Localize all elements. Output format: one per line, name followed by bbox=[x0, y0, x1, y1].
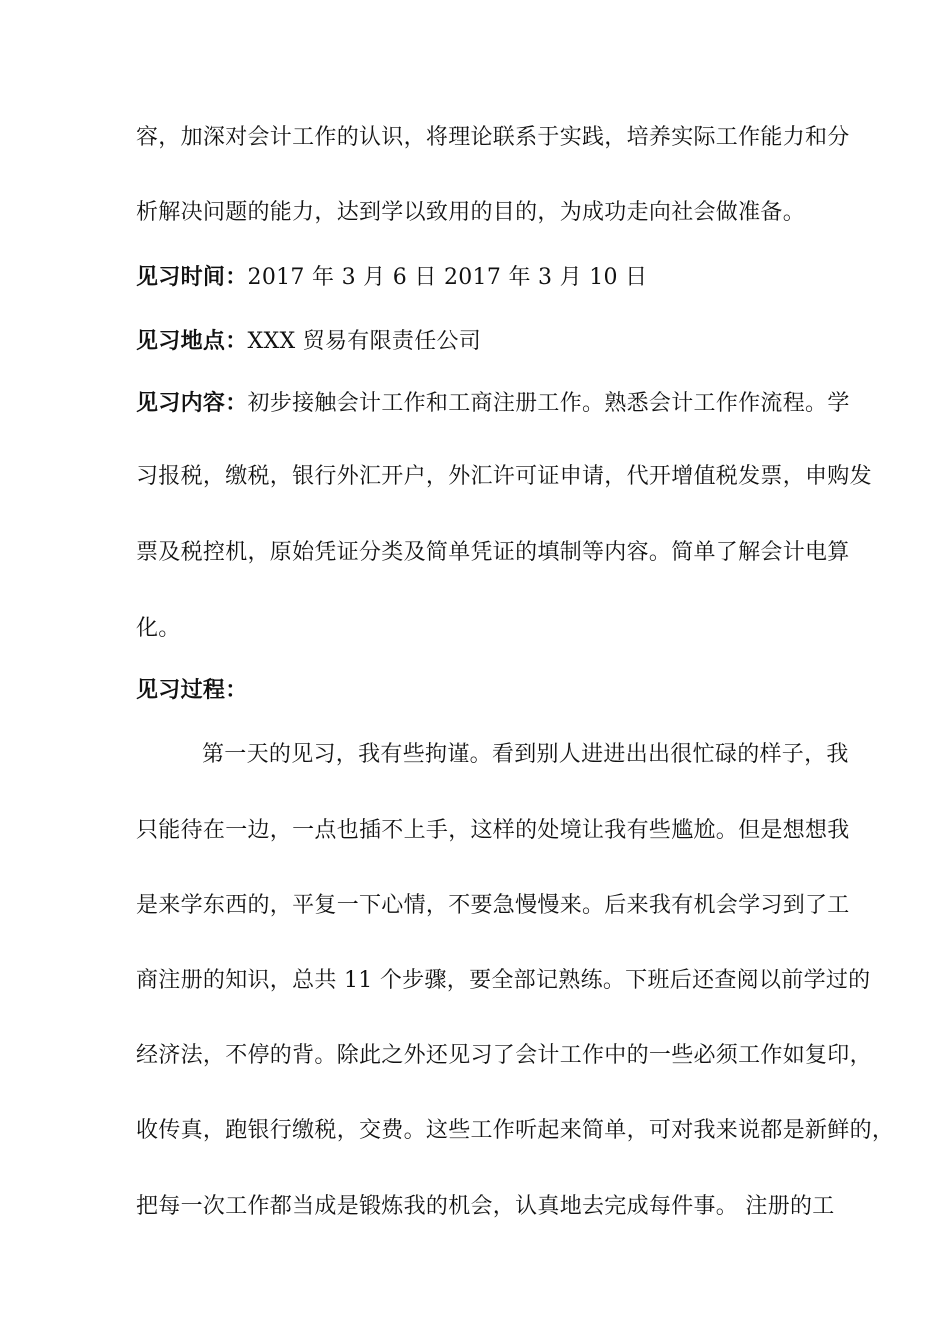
time-value: 2017 年 3 月 6 日 2017 年 3 月 10 日 bbox=[247, 265, 648, 290]
time-label: 见习时间： bbox=[136, 265, 248, 290]
content-label: 见习内容： bbox=[136, 391, 248, 416]
place-row bbox=[136, 327, 836, 357]
content-line-3: 票及税控机，原始凭证分类及简单凭证的填制等内容。简单了解会计电算 bbox=[136, 540, 850, 565]
process-line: 把每一次工作都当成是锻炼我的机会，认真地去完成每件事。 注册的工 bbox=[136, 1194, 835, 1219]
process-line: 经济法，不停的背。除此之外还见习了会计工作中的一些必须工作如复印， bbox=[136, 1043, 872, 1068]
process-line: 第一天的见习，我有些拘谨。看到别人进进出出很忙碌的样子，我 bbox=[202, 742, 849, 767]
content-row bbox=[136, 389, 850, 419]
process-label: 见习过程： bbox=[136, 678, 248, 703]
process-line: 收传真，跑银行缴税，交费。这些工作听起来简单，可对我来说都是新鲜的， bbox=[136, 1118, 895, 1143]
intro-line-1: 容，加深对会计工作的认识，将理论联系于实践，培养实际工作能力和分 bbox=[136, 125, 850, 150]
place-label: 见习地点： bbox=[136, 329, 248, 354]
process-line: 是来学东西的，平复一下心情，不要急慢慢来。后来我有机会学习到了工 bbox=[136, 893, 850, 918]
intro-line-2: 析解决问题的能力，达到学以致用的目的，为成功走向社会做准备。 bbox=[136, 200, 806, 225]
time-row bbox=[136, 263, 836, 293]
process-line: 商注册的知识，总共 11 个步骤，要全部记熟练。下班后还查阅以前学过的 bbox=[136, 968, 871, 993]
content-line-1: 初步接触会计工作和工商注册工作。熟悉会计工作作流程。学 bbox=[247, 391, 850, 416]
content-line-2: 习报税，缴税，银行外汇开户，外汇许可证申请，代开增值税发票，申购发 bbox=[136, 464, 872, 489]
place-value: XXX 贸易有限责任公司 bbox=[247, 329, 482, 354]
process-line: 只能待在一边，一点也插不上手，这样的处境让我有些尴尬。但是想想我 bbox=[136, 818, 850, 843]
content-line-4: 化。 bbox=[136, 616, 181, 641]
